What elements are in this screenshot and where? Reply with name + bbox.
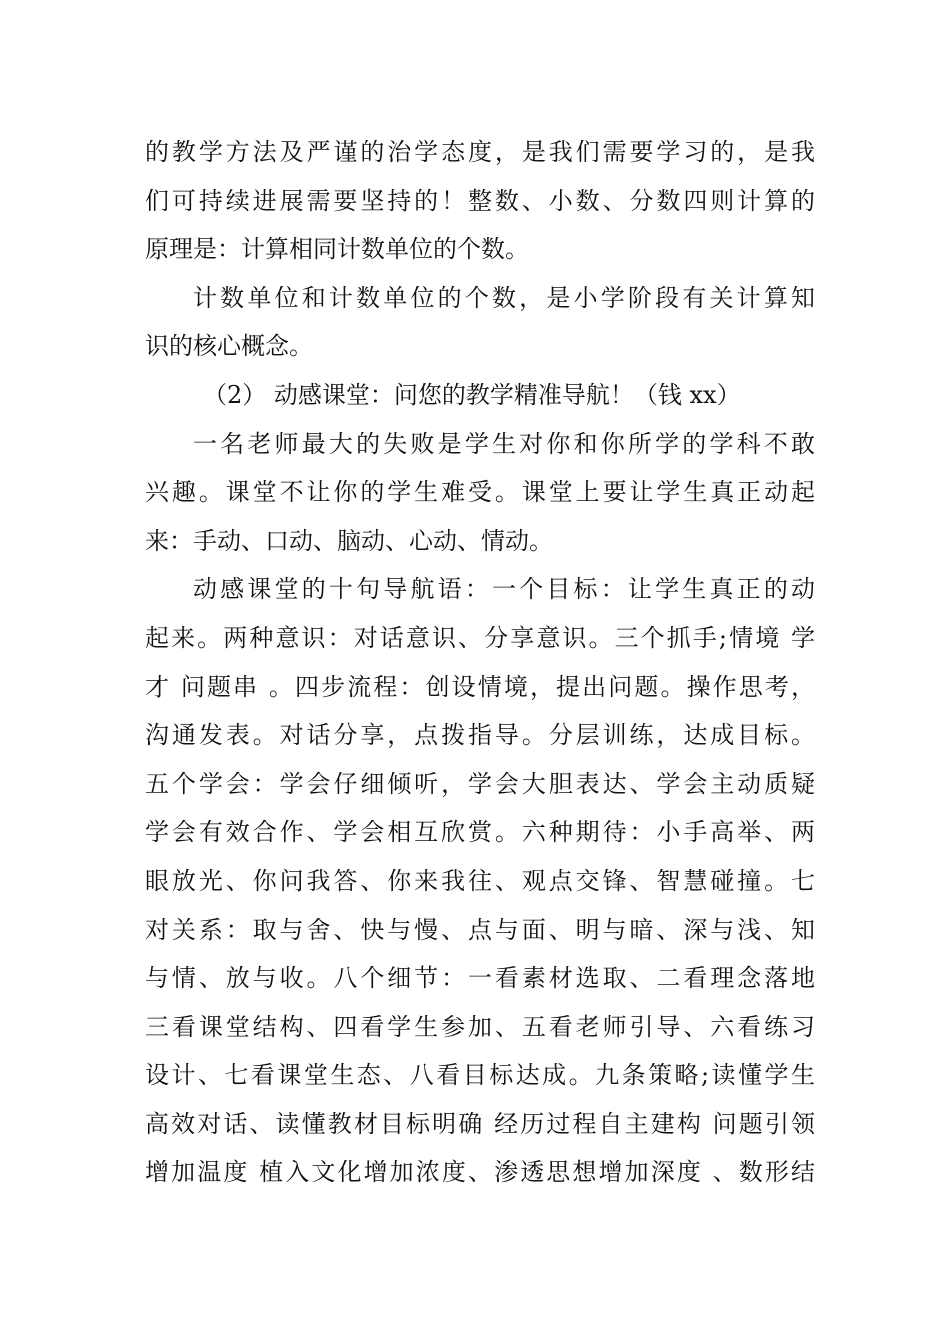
text-line: 高效对话、读懂教材目标明确 经历过程自主建构 问题引领 (145, 1109, 815, 1138)
text-line: 三看课堂结构、四看学生参加、五看老师引导、六看练习 (145, 1012, 815, 1041)
text-line: 学会有效合作、学会相互欣赏。六种期待：小手高举、两 (145, 818, 815, 847)
text-line: 与情、放与收。八个细节：一看素材选取、二看理念落地 (145, 964, 815, 993)
section-heading: （2） 动感课堂：问您的教学精准导航！（钱 xx） (203, 380, 741, 409)
text-line: 们可持续进展需要坚持的！整数、小数、分数四则计算的 (145, 186, 815, 215)
text-line: 沟通发表。对话分享，点拨指导。分层训练，达成目标。 (145, 721, 815, 750)
text-line: 原理是：计算相同计数单位的个数。 (145, 235, 529, 264)
text-line: 起来。两种意识：对话意识、分享意识。三个抓手;情境 学 (145, 623, 815, 652)
text-line: 的教学方法及严谨的治学态度，是我们需要学习的，是我 (145, 138, 815, 166)
body-text (145, 128, 815, 1197)
text-line: 动感课堂的十句导航语：一个目标：让学生真正的动 (193, 575, 815, 604)
text-line: 计数单位和计数单位的个数，是小学阶段有关计算知 (193, 283, 815, 312)
text-line: 兴趣。课堂不让你的学生难受。课堂上要让学生真正动起 (145, 478, 815, 507)
text-line: 才 问题串 。四步流程：创设情境，提出问题。操作思考， (145, 672, 815, 701)
text-line: 设计、七看课堂生态、八看目标达成。九条策略;读懂学生 (145, 1061, 815, 1090)
text-line: 来：手动、口动、脑动、心动、情动。 (145, 526, 553, 555)
text-line: 一名老师最大的失败是学生对你和你所学的学科不敢 (193, 429, 815, 458)
text-line: 对关系：取与舍、快与慢、点与面、明与暗、深与浅、知 (145, 915, 815, 944)
text-line: 眼放光、你问我答、你来我往、观点交锋、智慧碰撞。七 (145, 866, 815, 895)
text-line: 五个学会：学会仔细倾听，学会大胆表达、学会主动质疑 (145, 769, 815, 798)
text-line: 识的核心概念。 (145, 332, 313, 361)
text-line: 增加温度 植入文化增加浓度、渗透思想增加深度 、数形结 (145, 1158, 815, 1187)
